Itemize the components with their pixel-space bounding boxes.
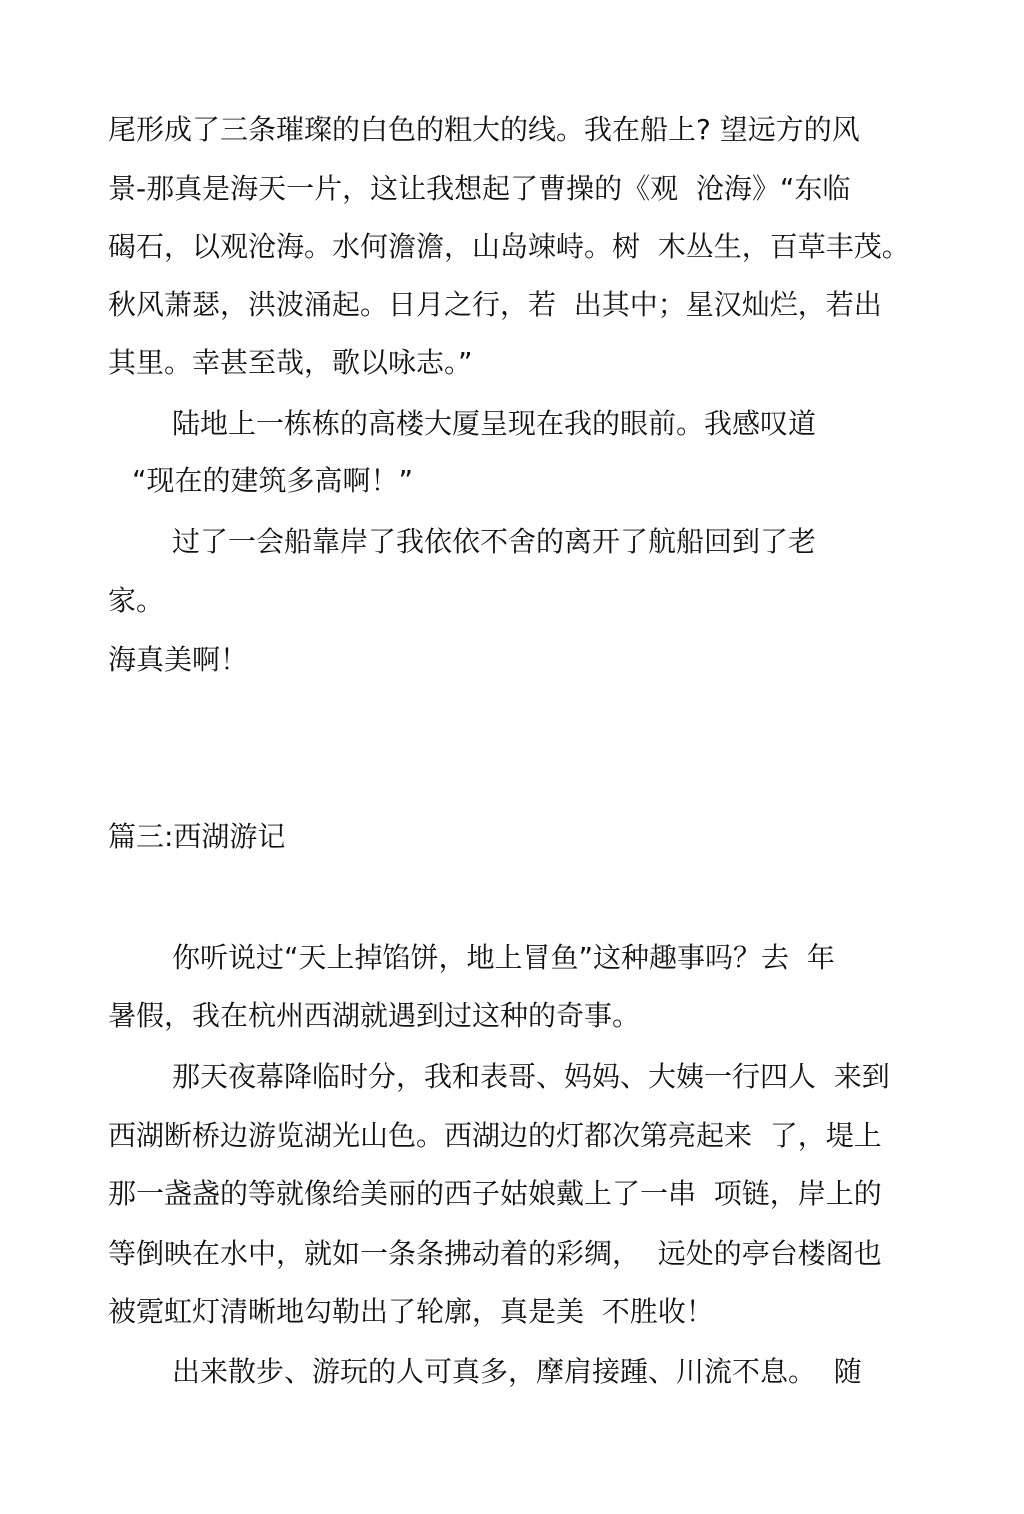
text-line: 秋风萧瑟，洪波涌起。日月之行，若 出其中；星汉灿烂，若出 bbox=[108, 288, 882, 321]
text-line: 你听说过“天上掉馅饼，地上冒鱼”这种趣事吗？去 年 bbox=[172, 941, 835, 974]
text-line: 被霓虹灯清晰地勾勒出了轮廓，真是美 不胜收！ bbox=[108, 1295, 714, 1328]
text-line: “现在的建筑多高啊！” bbox=[132, 464, 414, 497]
text-line: 出来散步、游玩的人可真多，摩肩接踵、川流不息。 随 bbox=[172, 1355, 862, 1388]
closing-line: 海真美啊！ bbox=[108, 643, 249, 676]
text-line: 那一盏盏的等就像给美丽的西子姑娘戴上了一串 项链，岸上的 bbox=[108, 1177, 882, 1210]
text-line: 西湖断桥边游览湖光山色。西湖边的灯都次第亮起来 了，堤上 bbox=[108, 1119, 882, 1152]
text-line: 等倒映在水中，就如一条条拂动着的彩绸， 远处的亭台楼阁也 bbox=[108, 1237, 882, 1270]
text-line: 尾形成了三条璀璨的白色的粗大的线。我在船上? 望远方的风 bbox=[108, 113, 860, 146]
section-heading: 篇三:西湖游记 bbox=[108, 820, 286, 853]
text-line: 景-那真是海天一片，这让我想起了曹操的《观 沧海》“东临 bbox=[108, 172, 851, 205]
text-line: 陆地上一栋栋的高楼大厦呈现在我的眼前。我感叹道 bbox=[172, 407, 817, 440]
text-line: 暑假，我在杭州西湖就遇到过这种的奇事。 bbox=[108, 999, 641, 1032]
text-line: 其里。幸甚至哉，歌以咏志。” bbox=[108, 346, 473, 379]
text-line: 那天夜幕降临时分，我和表哥、妈妈、大姨一行四人 来到 bbox=[172, 1060, 890, 1093]
text-line: 过了一会船靠岸了我依依不舍的离开了航船回到了老 bbox=[172, 525, 817, 558]
text-line: 家。 bbox=[108, 584, 165, 617]
text-line: 碣石，以观沧海。水何澹澹，山岛竦峙。树 木丛生，百草丰茂。 bbox=[108, 230, 910, 263]
